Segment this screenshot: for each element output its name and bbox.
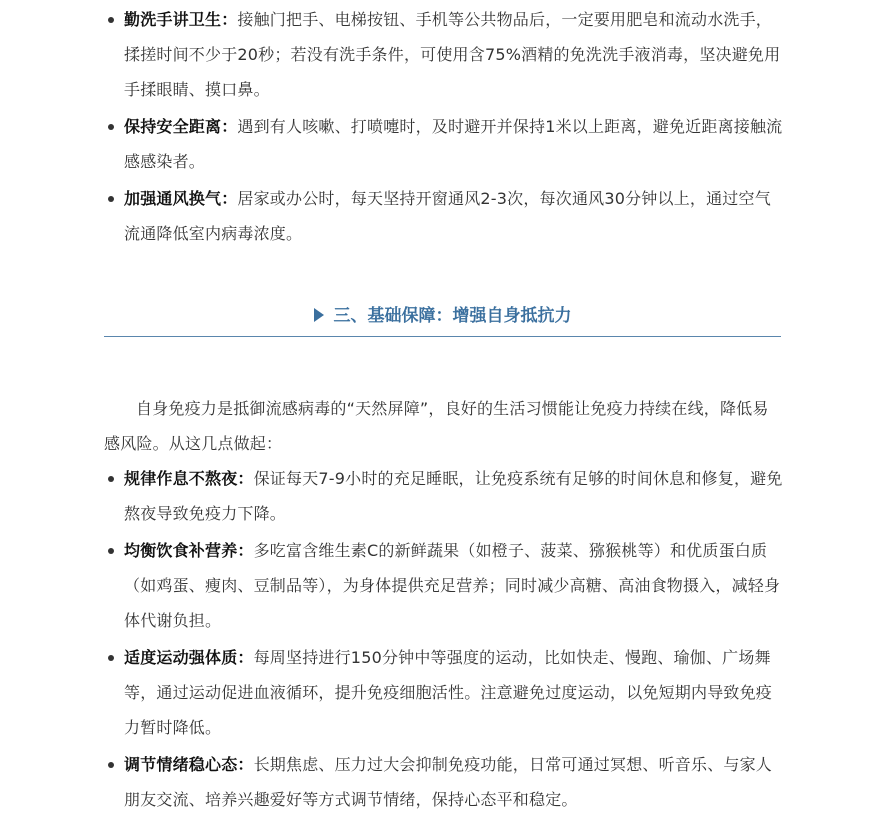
- item-text: 居家或办公时，每天坚持开窗通风2-3次，每次通风30分钟以上，通过空气流通降低室内病毒浓度。: [124, 189, 771, 243]
- immunity-list: [104, 461, 784, 819]
- section-heading: [104, 296, 781, 336]
- item-lead: 规律作息不熬夜：: [124, 469, 254, 488]
- item-lead: 均衡饮食补营养：: [124, 541, 254, 560]
- item-lead: 加强通风换气：: [124, 189, 238, 208]
- item-lead: 调节情绪稳心态：: [124, 755, 254, 774]
- list-item: [104, 533, 784, 638]
- hygiene-list: [104, 2, 784, 253]
- intro-paragraph: 自身免疫力是抵御流感病毒的“天然屏障”，良好的生活习惯能让免疫力持续在线，降低易感风险。从这几点做起：: [104, 399, 769, 453]
- item-lead: 保持安全距离：: [124, 117, 238, 136]
- item-lead: 适度运动强体质：: [124, 648, 254, 667]
- item-text: 长期焦虑、压力过大会抑制免疫功能，日常可通过冥想、听音乐、与家人朋友交流、培养兴趣爱好等方式调节情绪，保持心态平和稳定。: [124, 755, 773, 809]
- list-item: [104, 181, 784, 251]
- item-text: 多吃富含维生素C的新鲜蔬果（如橙子、菠菜、猕猴桃等）和优质蛋白质（如鸡蛋、瘦肉、豆制品等），为身体提供充足营养；同时减少高糖、高油食物摄入，减轻身体代谢负担。: [124, 541, 781, 630]
- item-text: 每周坚持进行150分钟中等强度的运动，比如快走、慢跑、瑜伽、广场舞等，通过运动促进血液循环，提升免疫细胞活性。注意避免过度运动，以免短期内导致免疫力暂时降低。: [124, 648, 773, 737]
- section-heading-text: 三、基础保障：增强自身抵抗力: [333, 306, 572, 326]
- list-item: [104, 2, 784, 107]
- item-text: 遇到有人咳嗽、打喷嚏时，及时避开并保持1米以上距离，避免近距离接触流感感染者。: [124, 117, 783, 171]
- list-item: [104, 461, 784, 531]
- item-text: 接触门把手、电梯按钮、手机等公共物品后，一定要用肥皂和流动水洗手，揉搓时间不少于20秒；若没有洗手条件，可使用含75%酒精的免洗洗手液消毒，坚决避免用手揉眼睛、摸口鼻。: [124, 10, 781, 99]
- list-item: [104, 109, 784, 179]
- item-lead: 勤洗手讲卫生：: [124, 10, 238, 29]
- list-item: [104, 640, 784, 745]
- list-item: [104, 747, 784, 817]
- section-divider: [104, 336, 781, 337]
- triangle-right-icon: [314, 308, 324, 322]
- item-text: 保证每天7-9小时的充足睡眠，让免疫系统有足够的时间休息和修复，避免熬夜导致免疫力下降。: [124, 469, 783, 523]
